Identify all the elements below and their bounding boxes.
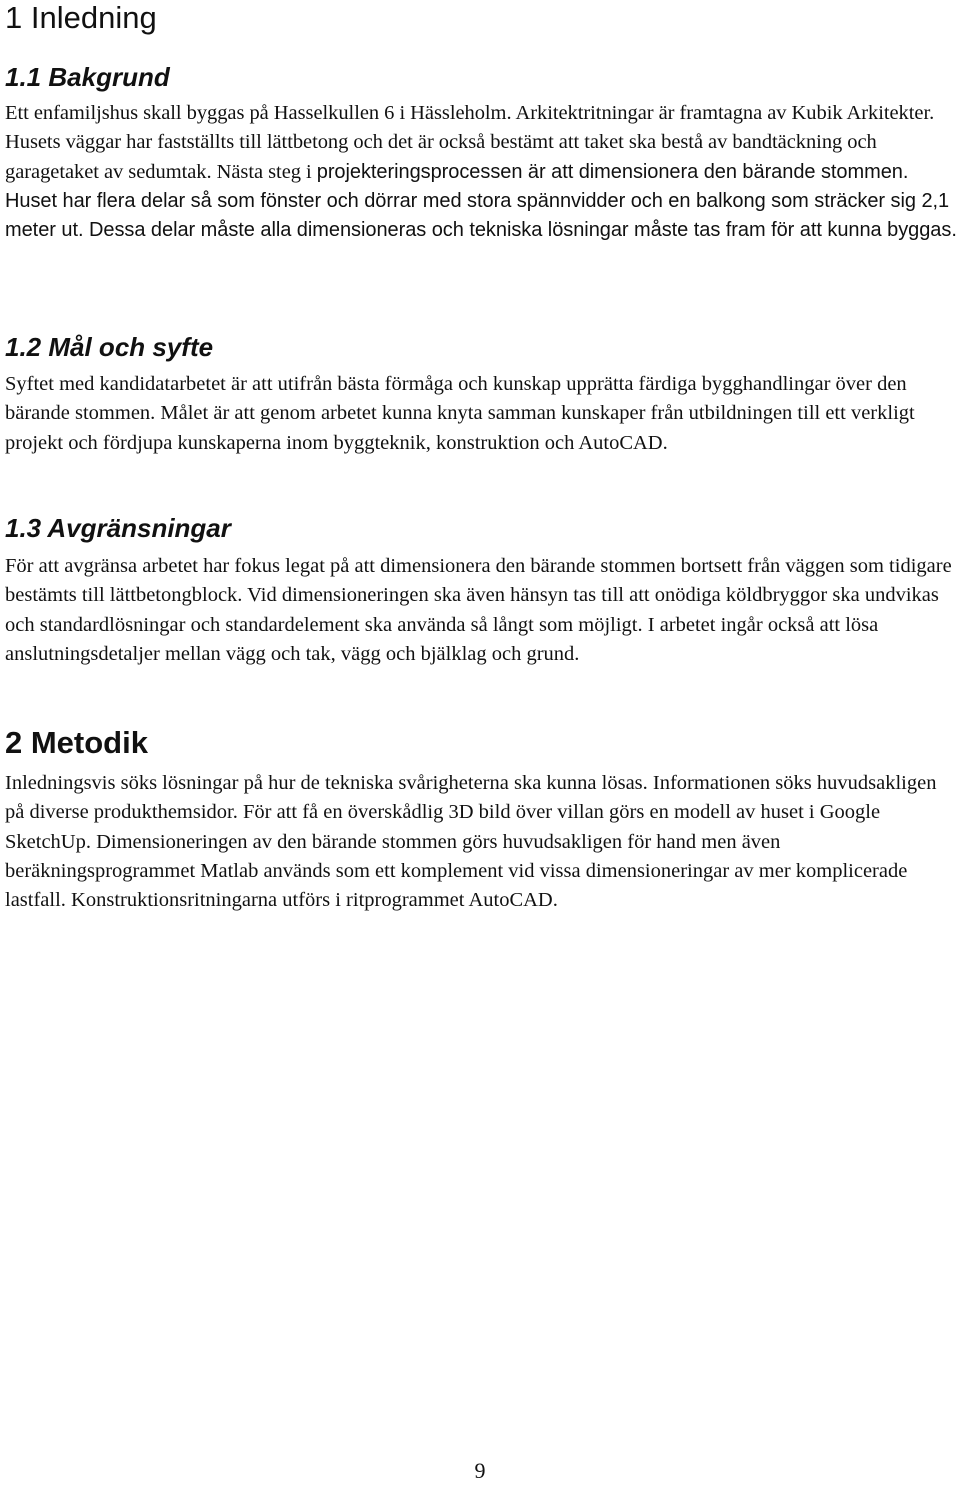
chapter-1-heading: 1 Inledning (5, 0, 157, 35)
chapter-2-heading: 2 Metodik (5, 725, 148, 760)
section-1-1-text-sans: projekteringsprocessen är att dimensionera den bärande stommen. Huset har flera delar så som fönster och dörrar med stora spännvidder och en balkong som sträcker sig 2,1 meter ut. Dessa delar måste alla dimensioneras och tekniska lösningar måste tas fram för att kunna byggas. (5, 160, 957, 242)
section-1-2-heading: 1.2 Mål och syfte (5, 332, 214, 362)
page-number: 9 (474, 1458, 486, 1483)
section-1-2-paragraph: Syftet med kandidatarbetet är att utifrån bästa förmåga och kunskap upprätta färdiga bygghandlingar över den bärande stommen. Målet är att genom arbetet kunna knyta samman kunskaper från utbildningen till ett verkligt projekt och fördjupa kunskaperna inom byggteknik, konstruktion och AutoCAD. (5, 373, 915, 454)
section-1-3-heading: 1.3 Avgränsningar (5, 513, 231, 543)
section-1-1-heading: 1.1 Bakgrund (5, 62, 170, 92)
section-1-1-text-serif: Ett enfamiljshus skall byggas på Hasselkullen 6 i Hässleholm. Arkitektritningar är framtagna av Kubik Arkitekter. Husets väggar har fastställts till lättbetong och det är också bestämt att taket ska bestå av bandtäckning och garagetaket av sedumtak. Nästa steg i (5, 102, 935, 183)
section-1-1-paragraph (5, 99, 957, 245)
chapter-2-paragraph: Inledningsvis söks lösningar på hur de tekniska svårigheterna ska kunna lösas. Informationen söks huvudsakligen på diverse produkthemsidor. För att få en överskådlig 3D bild över villan görs en modell av huset i Google SketchUp. Dimensioneringen av den bärande stommen görs huvudsakligen för hand men även beräkningsprogrammet Matlab används som ett komplement vid vissa dimensioneringar av mer komplicerade lastfall. Konstruktionsritningarna utförs i ritprogrammet AutoCAD. (5, 772, 937, 912)
section-1-3-paragraph: För att avgränsa arbetet har fokus legat på att dimensionera den bärande stommen bortsett från väggen som tidigare bestämts till lättbetongblock. Vid dimensioneringen ska även hänsyn tas till att onödiga köldbryggor ska undvikas och standardlösningar och standardelement ska använda så långt som möjligt. I arbetet ingår också att lösa anslutningsdetaljer mellan vägg och tak, vägg och bjälklag och grund. (5, 555, 952, 665)
